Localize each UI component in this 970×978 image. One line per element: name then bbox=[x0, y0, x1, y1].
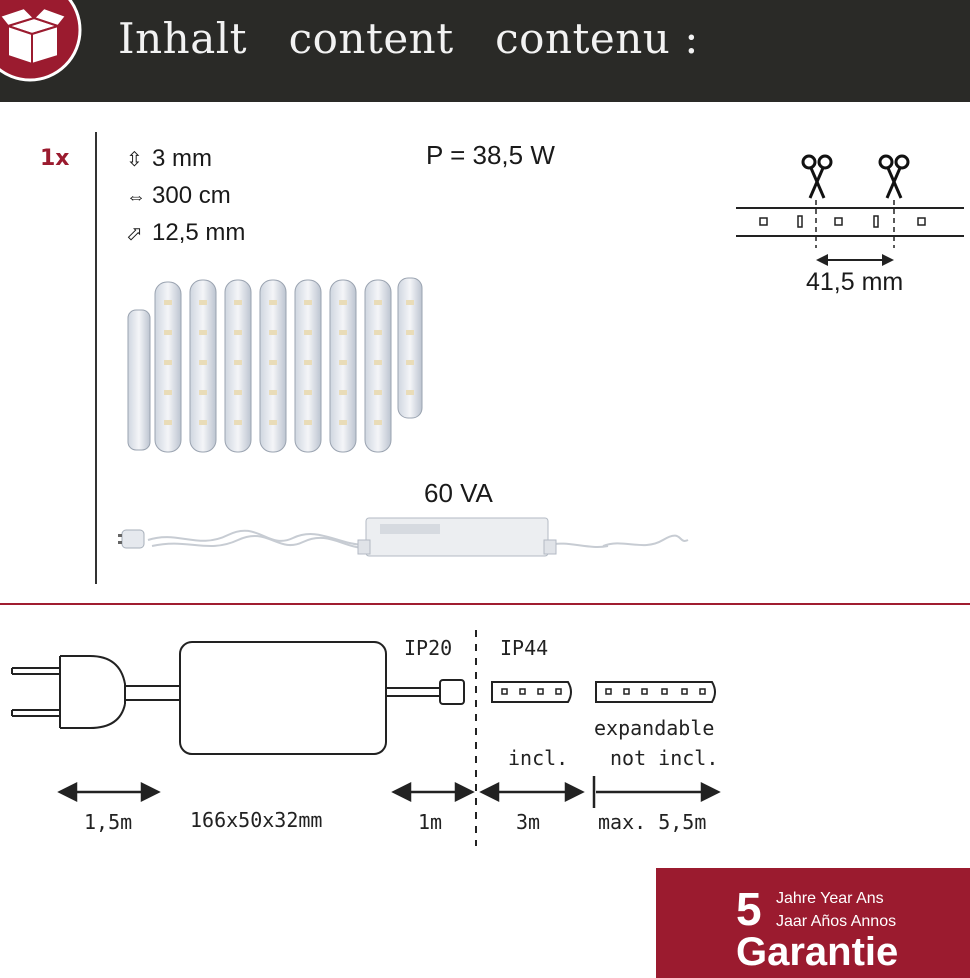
guarantee-word: Garantie bbox=[736, 930, 899, 974]
spec-height bbox=[126, 145, 212, 173]
height-icon: ⇳ bbox=[126, 149, 143, 171]
spec-value: 12,5 mm bbox=[152, 219, 246, 246]
driver-size-label: 166x50x32mm bbox=[190, 808, 323, 832]
driver-rating: 60 VA bbox=[424, 478, 493, 508]
length-icon: ⇔ bbox=[126, 186, 146, 208]
installation-diagram bbox=[0, 620, 970, 850]
strip-length-label: 3m bbox=[516, 810, 541, 834]
led-strip-coil-image bbox=[120, 270, 440, 460]
section-divider bbox=[0, 603, 970, 605]
spec-value: 300 cm bbox=[152, 182, 231, 209]
cable-length-label: 1,5m bbox=[84, 810, 133, 834]
not-included-label: not incl. bbox=[610, 746, 719, 770]
ip44-label: IP44 bbox=[500, 636, 549, 660]
spec-value: 3 mm bbox=[152, 145, 212, 172]
expandable-label: expandable bbox=[594, 716, 715, 740]
max-length-label: max. 5,5m bbox=[598, 810, 707, 834]
guarantee-years: 5 bbox=[736, 883, 762, 935]
guarantee-badge bbox=[656, 868, 970, 978]
guarantee-line2: Jaar Años Annos bbox=[776, 913, 897, 930]
divider-vertical bbox=[95, 132, 97, 584]
scissors-icon bbox=[880, 156, 908, 198]
spec-width bbox=[126, 219, 245, 247]
page-title: Inhalt content contenu : bbox=[118, 14, 699, 63]
width-icon: ⬀ bbox=[126, 223, 143, 245]
included-label: incl. bbox=[508, 746, 569, 770]
spec-length bbox=[126, 182, 231, 210]
package-icon bbox=[0, 0, 82, 82]
cut-marks-diagram bbox=[732, 150, 968, 270]
cut-interval-label: 41,5 mm bbox=[806, 268, 904, 296]
scissors-icon bbox=[803, 156, 831, 198]
power-rating: P = 38,5 W bbox=[426, 140, 555, 170]
lead-length-label: 1m bbox=[418, 810, 443, 834]
power-supply-image bbox=[118, 510, 698, 580]
ip20-label: IP20 bbox=[404, 636, 453, 660]
quantity-label: 1x bbox=[40, 146, 70, 171]
guarantee-line1: Jahre Year Ans bbox=[776, 890, 884, 907]
